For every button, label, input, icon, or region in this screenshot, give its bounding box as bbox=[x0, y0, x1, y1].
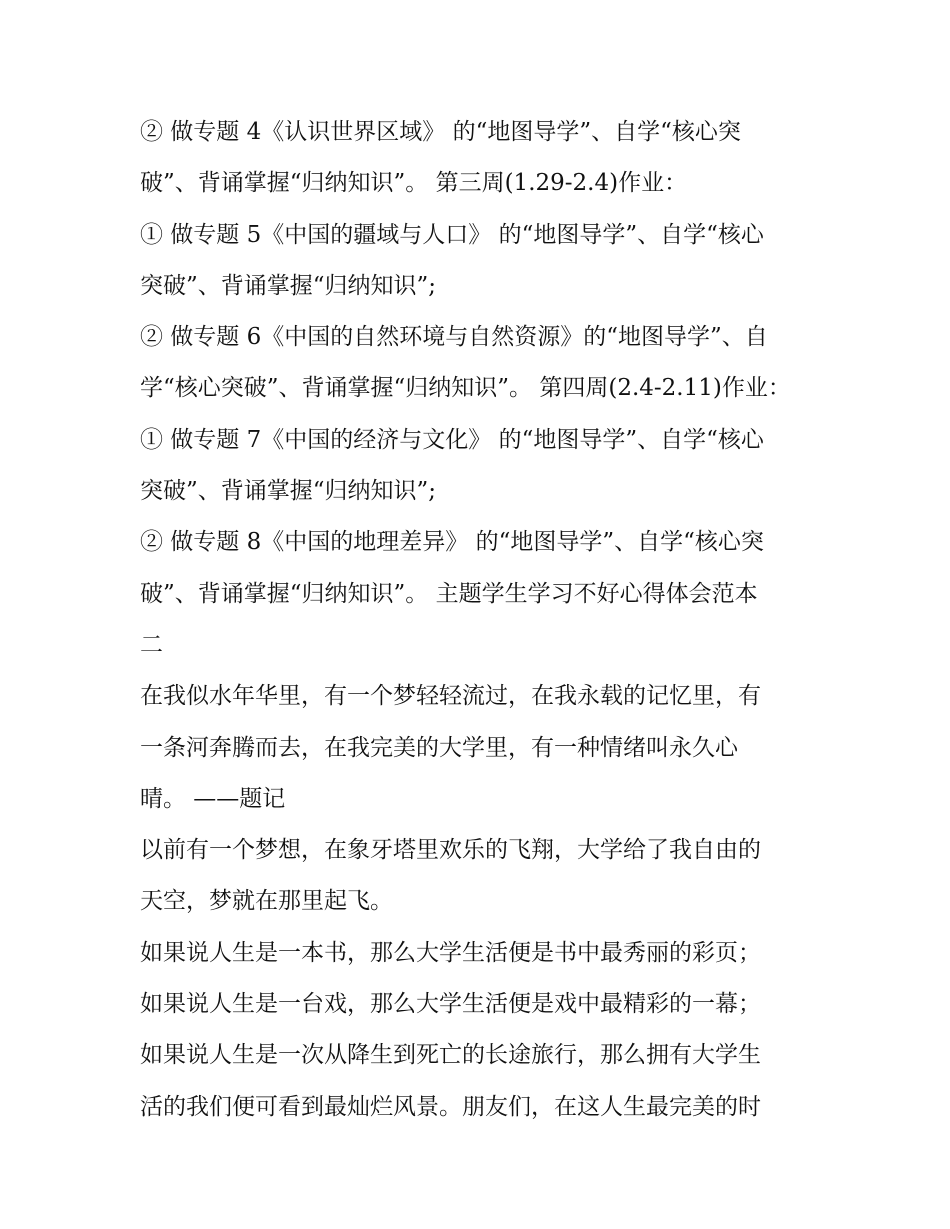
text-line: 晴。 ——题记 bbox=[140, 785, 286, 812]
text-line: 突破”、背诵掌握“归纳知识”; bbox=[140, 478, 437, 505]
text-line: 突破”、背诵掌握“归纳知识”; bbox=[140, 272, 437, 299]
text-line: 学“核心突破”、背诵掌握“归纳知识”。 第四周(2.4-2.11)作业： bbox=[140, 375, 791, 402]
text-line: 如果说人生是一次从降生到死亡的长途旅行，那么拥有大学生 bbox=[140, 1042, 761, 1069]
text-line: ① 做专题 5《中国的疆域与人口》 的“地图导学”、自学“核心 bbox=[140, 221, 764, 248]
text-line: ① 做专题 7《中国的经济与文化》 的“地图导学”、自学“核心 bbox=[140, 426, 764, 453]
text-line: 如果说人生是一台戏，那么大学生活便是戏中最精彩的一幕； bbox=[140, 991, 761, 1018]
text-line: ② 做专题 4《认识世界区域》 的“地图导学”、自学“核心突 bbox=[140, 119, 741, 145]
text-line: 一条河奔腾而去，在我完美的大学里，有一种情绪叫永久心 bbox=[140, 734, 738, 761]
text-line: 如果说人生是一本书，那么大学生活便是书中最秀丽的彩页； bbox=[140, 939, 761, 966]
text-line: 以前有一个梦想，在象牙塔里欢乐的飞翔，大学给了我自由的 bbox=[140, 837, 761, 864]
text-line: ② 做专题 6《中国的自然环境与自然资源》的“地图导学”、自 bbox=[140, 324, 768, 351]
text-line: 破”、背诵掌握“归纳知识”。 主题学生学习不好心得体会范本 bbox=[140, 580, 758, 607]
text-line: 活的我们便可看到最灿烂风景。朋友们，在这人生最完美的时 bbox=[140, 1093, 761, 1120]
document-body bbox=[140, 107, 830, 1133]
text-line: 天空，梦就在那里起飞。 bbox=[140, 888, 393, 915]
text-line: 破”、背诵掌握“归纳知识”。 第三周(1.29-2.4)作业： bbox=[140, 170, 688, 197]
text-line: 在我似水年华里，有一个梦轻轻流过，在我永载的记忆里，有 bbox=[140, 683, 761, 710]
text-line: 二 bbox=[140, 631, 163, 658]
text-line: ② 做专题 8《中国的地理差异》 的“地图导学”、自学“核心突 bbox=[140, 529, 764, 556]
